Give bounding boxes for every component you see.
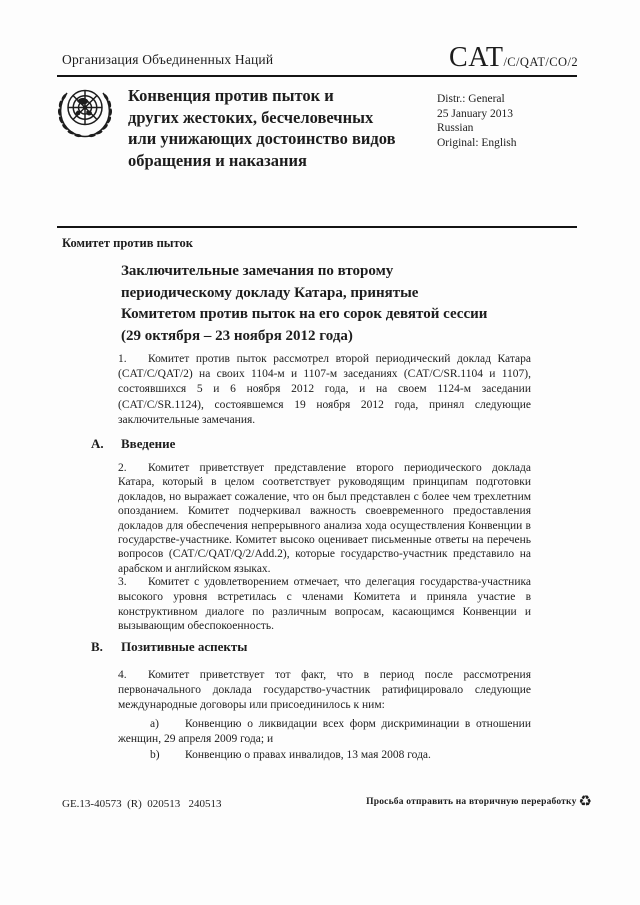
convention-title-line: Конвенция против пыток и <box>128 86 334 105</box>
document-title-line: периодическому докладу Катара, принятые <box>121 284 419 301</box>
recycle-note <box>366 794 592 809</box>
list-item-b <box>118 748 531 763</box>
paragraph-text: Комитет против пыток рассмотрел второй периодический доклад Катара (CAT/C/QAT/2) на своих 1104-м и 1107-м заседаниях (CAT/C/SR.1104 и 1107), состоявшихся 5 и 6 ноября 2012 года, и на своем 1124-м заседании (CAT/C/SR.1124), состоявшемся 19 ноября 2012 года, принял следующие заключительные замечания. <box>118 353 531 426</box>
paragraph-4 <box>118 668 531 712</box>
paragraph-2 <box>118 461 531 576</box>
section-a-heading <box>91 436 175 452</box>
committee-heading: Комитет против пыток <box>62 236 193 250</box>
recycle-note-text: Просьба отправить на вторичную переработку <box>366 796 577 807</box>
language-line: Russian <box>437 122 474 134</box>
paragraph-number: 4. <box>118 669 127 681</box>
document-symbol-main: CAT <box>449 42 504 73</box>
paragraph-number: 1. <box>118 353 127 365</box>
document-title-line: Заключительные замечания по второму <box>121 263 394 279</box>
convention-title-line: или унижающих достоинство видов <box>128 129 396 148</box>
un-org-name: Организация Объединенных Наций <box>62 52 274 67</box>
section-b-heading <box>91 639 247 655</box>
document-title-line: (29 октября – 23 ноября 2012 года) <box>121 327 353 344</box>
document-title <box>121 261 551 347</box>
section-letter: B. <box>91 639 103 654</box>
recycle-icon: ♻ <box>578 792 592 810</box>
document-symbol-sub: /C/QAT/CO/2 <box>503 55 578 69</box>
document-symbol <box>449 42 578 74</box>
un-emblem-icon <box>55 84 115 140</box>
paragraph-text: Комитет с удовлетворением отмечает, что делегация государства-участника высокого уровня встретилась с членами Комитета и приняла участие в конструктивном диалоге по различным вопросам, касающимся Конвенции и вызывающим обеспокоенность. <box>118 576 531 633</box>
list-item-marker: b) <box>150 749 160 761</box>
section-letter: A. <box>91 436 104 451</box>
document-title-line: Комитетом против пыток на его сорок девятой сессии <box>121 306 488 322</box>
distr-line: Distr.: General <box>437 93 505 105</box>
paragraph-3 <box>118 575 531 634</box>
date-line: 25 January 2013 <box>437 107 514 120</box>
convention-title-line: обращения и наказания <box>128 150 307 170</box>
convention-title-line: других жестоких, бесчеловечных <box>128 107 374 127</box>
list-item-text: Конвенцию о ликвидации всех форм дискриминации в отношении женщин, 29 апреля 2009 года; и <box>118 718 531 745</box>
paragraph-number: 3. <box>118 576 127 588</box>
section-title: Введение <box>121 436 176 451</box>
original-language-line: Original: English <box>437 136 517 149</box>
paragraph-1 <box>118 352 531 428</box>
paragraph-text: Комитет приветствует представление второго периодического доклада Катара, который в целом соответствует руководящим принципам подготовки докладов, но выражает сожаление, что он был представлен с более чем трехлетним опозданием. Комитет подчеркивал важность своевременного предоставления докладов для обеспечения непрерывного анализа хода осуществления Конвенции в государстве-участнике. Комитет высоко оценивает письменные ответы на перечень вопросов (CAT/C/QAT/Q/2/Add.2), которые государство-участник представило на арабском и английском языках. <box>118 462 531 575</box>
distribution-block <box>437 92 517 150</box>
convention-title <box>128 85 448 171</box>
list-item-a <box>118 717 531 746</box>
section-title: Позитивные аспекты <box>121 639 248 654</box>
section-rule <box>57 226 577 228</box>
list-item-text: Конвенцию о правах инвалидов, 13 мая 2008 года. <box>185 749 431 761</box>
paragraph-text: Комитет приветствует тот факт, что в период после рассмотрения первоначального доклада государство-участник ратифицировало следующие международные договоры или присоединилось к ним: <box>118 669 531 711</box>
header-rule <box>57 75 577 77</box>
list-item-marker: a) <box>150 718 159 730</box>
paragraph-number: 2. <box>118 462 127 474</box>
ge-document-code: GE.13-40573 (R) 020513 240513 <box>62 798 222 810</box>
